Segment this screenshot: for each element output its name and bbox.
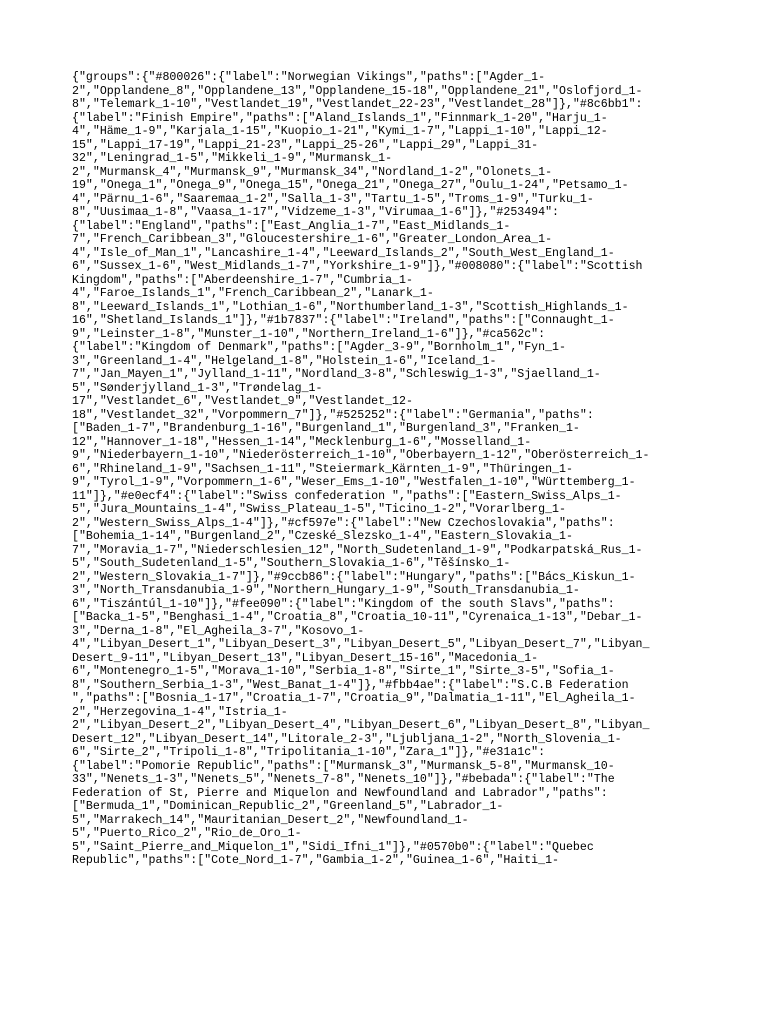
- text-line: ["Bohemia_1-14","Burgenland_2","Czeské_Slezsko_1-4","Eastern_Slovakia_1-: [72, 530, 573, 543]
- text-line: 2","Herzegovina_1-4","Istria_1-: [72, 705, 288, 719]
- text-line: 9","Leinster_1-8","Munster_1-10","Northern_Ireland_1-6"]},"#ca562c":: [72, 327, 546, 341]
- text-line: Kingdom","paths":["Aberdeenshire_1-7","Cumbria_1-: [72, 273, 413, 287]
- text-line: 5","Sønderjylland_1-3","Trøndelag_1-: [72, 381, 323, 395]
- text-line: Desert_12","Libyan_Desert_14","Litorale_2-3","Ljubljana_1-2","North_Slovenia_1-: [72, 732, 622, 746]
- text-line: 9","Niederbayern_1-10","Niederösterreich_1-10","Oberbayern_1-12","Oberösterreich_1-: [72, 449, 650, 462]
- text-line: 8","Telemark_1-10","Vestlandet_19","Vestlandet_22-23","Vestlandet_28"]},"#8c6bb1":: [72, 98, 643, 111]
- text-line: ["Bermuda_1","Dominican_Republic_2","Greenland_5","Labrador_1-: [72, 800, 504, 813]
- text-line: 8","Leeward_Islands_1","Lothian_1-6","Northumberland_1-3","Scottish_Highlands_1-: [72, 300, 629, 314]
- text-line: 17","Vestlandet_6","Vestlandet_9","Vestlandet_12-: [72, 395, 413, 408]
- text-line: 4","Faroe_Islands_1","French_Caribbean_2","Lanark_1-: [72, 287, 434, 300]
- text-line: 6","Montenegro_1-5","Morava_1-10","Serbia_1-8","Sirte_1","Sirte_3-5","Sofia_1-: [72, 665, 615, 678]
- text-line: 6","Tiszántúl_1-10"]},"#fee090":{"label":"Kingdom of the south Slavs","paths":: [72, 597, 615, 611]
- text-line: {"label":"Pomorie Republic","paths":["Murmansk_3","Murmansk_5-8","Murmansk_10-: [72, 759, 615, 773]
- text-line: 8","Southern_Serbia_1-3","West_Banat_1-4"]},"#fbb4ae":{"label":"S.C.B Federation: [72, 678, 629, 692]
- text-line: 11"]},"#e0ecf4":{"label":"Swiss confederation ","paths":["Eastern_Swiss_Alps_1-: [72, 489, 622, 503]
- text-line: 16","Shetland_Islands_1"]},"#1b7837":{"label":"Ireland","paths":["Connaught_1-: [72, 314, 615, 327]
- text-line: 4","Häme_1-9","Karjala_1-15","Kuopio_1-21","Kymi_1-7","Lappi_1-10","Lappi_12-: [72, 125, 608, 138]
- text-line: 7","French_Caribbean_3","Gloucestershire_1-6","Greater_London_Area_1-: [72, 233, 553, 246]
- text-line: Desert_9-11","Libyan_Desert_13","Libyan_Desert_15-16","Macedonia_1-: [72, 651, 539, 665]
- text-line: 5","South_Sudetenland_1-5","Southern_Slovakia_1-6","Těšínsko_1-: [72, 557, 511, 570]
- text-line: 9","Tyrol_1-9","Vorpommern_1-6","Weser_Ems_1-10","Westfalen_1-10","Württemberg_1-: [72, 476, 636, 489]
- text-line: 15","Lappi_17-19","Lappi_21-23","Lappi_25-26","Lappi_29","Lappi_31-: [72, 138, 539, 152]
- text-line: Federation of St, Pierre and Miquelon and Newfoundland and Labrador","paths":: [72, 786, 608, 800]
- text-line: 2","Western_Slovakia_1-7"]},"#9ccb86":{"label":"Hungary","paths":["Bács_Kiskun_1-: [72, 570, 636, 584]
- text-line: 6","Sirte_2","Tripoli_1-8","Tripolitania_1-10","Zara_1"]},"#e31a1c":: [72, 746, 546, 759]
- text-line: 5","Jura_Mountains_1-4","Swiss_Plateau_1-5","Ticino_1-2","Vorarlberg_1-: [72, 503, 566, 516]
- text-line: {"label":"Kingdom of Denmark","paths":["Agder_3-9","Bornholm_1","Fyn_1-: [72, 341, 566, 354]
- text-line: 18","Vestlandet_32","Vorpommern_7"]},"#525252":{"label":"Germania","paths":: [72, 408, 594, 422]
- text-line: 3","Derna_1-8","El_Agheila_3-7","Kosovo_1-: [72, 624, 365, 638]
- text-line: Republic","paths":["Cote_Nord_1-7","Gambia_1-2","Guinea_1-6","Haiti_1-: [72, 854, 560, 867]
- text-line: 3","North_Transdanubia_1-9","Northern_Hungary_1-9","South_Transdanubia_1-: [72, 584, 580, 597]
- text-line: 5","Saint_Pierre_and_Miquelon_1","Sidi_Ifni_1"]},"#0570b0":{"label":"Quebec: [72, 840, 594, 854]
- text-line: 12","Hannover_1-18","Hessen_1-14","Mecklenburg_1-6","Mosselland_1-: [72, 435, 532, 449]
- text-line: 4","Pärnu_1-6","Saaremaa_1-2","Salla_1-3","Tartu_1-5","Troms_1-9","Turku_1-: [72, 192, 594, 206]
- text-line: 3","Greenland_1-4","Helgeland_1-8","Holstein_1-6","Iceland_1-: [72, 354, 497, 368]
- text-line: 6","Sussex_1-6","West_Midlands_1-7","Yorkshire_1-9"]},"#008080":{"label":"Scottish: [72, 260, 643, 273]
- text-line: {"label":"England","paths":["East_Anglia_1-7","East_Midlands_1-: [72, 219, 511, 233]
- text-line: {"groups":{"#800026":{"label":"Norwegian Vikings","paths":["Agder_1-: [72, 71, 546, 84]
- text-line: 5","Marrakech_14","Mauritanian_Desert_2","Newfoundland_1-: [72, 813, 469, 827]
- text-line: 19","Onega_1","Onega_9","Onega_15","Onega_21","Onega_27","Oulu_1-24","Petsamo_1-: [72, 179, 629, 192]
- text-line: {"label":"Finish Empire","paths":["Aland_Islands_1","Finnmark_1-20","Harju_1-: [72, 111, 608, 125]
- text-line: 32","Leningrad_1-5","Mikkeli_1-9","Murmansk_1-: [72, 152, 393, 165]
- json-text-body: [72, 71, 698, 868]
- text-line: 2","Western_Swiss_Alps_1-4"]},"#cf597e":{"label":"New Czechoslovakia","paths":: [72, 516, 615, 530]
- text-line: 7","Moravia_1-7","Niederschlesien_12","North_Sudetenland_1-9","Podkarpatská_Rus_1-: [72, 543, 643, 557]
- text-line: 8","Uusimaa_1-8","Vaasa_1-17","Vidzeme_1-3","Virumaa_1-6"]},"#253494":: [72, 206, 560, 219]
- text-line: ["Baden_1-7","Brandenburg_1-16","Burgenland_1","Burgenland_3","Franken_1-: [72, 422, 580, 435]
- text-line: ["Backa_1-5","Benghasi_1-4","Croatia_8","Croatia_10-11","Cyrenaica_1-13","Debar_1-: [72, 611, 643, 624]
- text-line: ","paths":["Bosnia_1-17","Croatia_1-7","Croatia_9","Dalmatia_1-11","El_Agheila_1-: [72, 692, 636, 705]
- text-line: 4","Libyan_Desert_1","Libyan_Desert_3","Libyan_Desert_5","Libyan_Desert_7","Libyan_: [72, 638, 650, 651]
- text-line: 2","Libyan_Desert_2","Libyan_Desert_4","Libyan_Desert_6","Libyan_Desert_8","Libyan_: [72, 719, 650, 732]
- text-line: 2","Murmansk_4","Murmansk_9","Murmansk_34","Nordland_1-2","Olonets_1-: [72, 165, 553, 179]
- text-line: 4","Isle_of_Man_1","Lancashire_1-4","Leeward_Islands_2","South_West_England_1-: [72, 246, 615, 260]
- text-line: 33","Nenets_1-3","Nenets_5","Nenets_7-8","Nenets_10"]},"#bebada":{"label":"The: [72, 773, 615, 786]
- text-line: 2","Opplandene_8","Opplandene_13","Opplandene_15-18","Opplandene_21","Oslofjord_1-: [72, 84, 643, 98]
- text-line: 6","Rhineland_1-9","Sachsen_1-11","Steiermark_Kärnten_1-9","Thüringen_1-: [72, 462, 573, 476]
- text-line: 7","Jan_Mayen_1","Jylland_1-11","Nordland_3-8","Schleswig_1-3","Sjaelland_1-: [72, 368, 601, 381]
- text-line: 5","Puerto_Rico_2","Rio_de_Oro_1-: [72, 827, 302, 840]
